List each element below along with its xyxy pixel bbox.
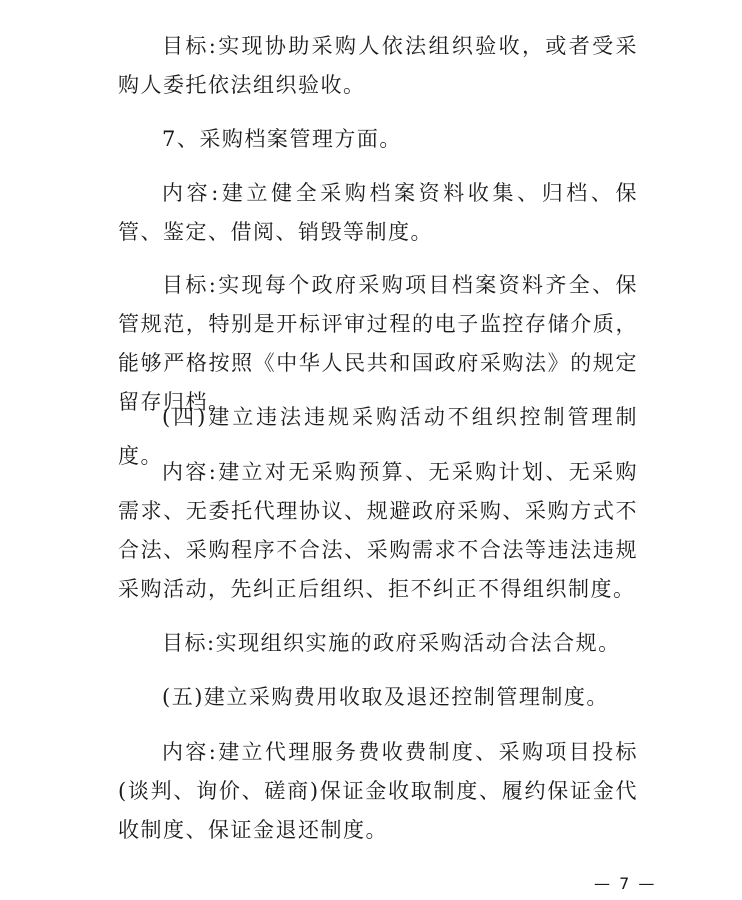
paragraph-heading-four: (四)建立违法违规采购活动不组织控制管理制度。 [118, 405, 638, 468]
paragraph-content-fees: 内容:建立代理服务费收费制度、采购项目投标(谈判、询价、磋商)保证金收取制度、履约保证金代收制度、保证金退还制度。 [118, 740, 638, 842]
paragraph-content-illegal-procurement: 内容:建立对无采购预算、无采购计划、无采购需求、无委托代理协议、规避政府采购、采购方式不合法、采购程序不合法、采购需求不合法等违法违规采购活动，先纠正后组织、拒不纠正不得组织制度。 [118, 460, 638, 601]
paragraph-heading-five: (五)建立采购费用收取及退还控制管理制度。 [162, 685, 609, 709]
paragraph-goal-archive: 目标:实现每个政府采购项目档案资料齐全、保管规范，特别是开标评审过程的电子监控存储介质，能够严格按照《中华人民共和国政府采购法》的规定留存归档。 [118, 273, 638, 414]
paragraph-content-archive: 内容:建立健全采购档案资料收集、归档、保管、鉴定、借阅、销毁等制度。 [118, 181, 638, 244]
paragraph-goal-compliance: 目标:实现组织实施的政府采购活动合法合规。 [162, 631, 621, 655]
paragraph-goal-acceptance: 目标:实现协助采购人依法组织验收，或者受采购人委托依法组织验收。 [118, 34, 638, 97]
page-number: — 7 — [594, 874, 657, 893]
paragraph-section-archive-management: 7、采购档案管理方面。 [162, 127, 402, 151]
